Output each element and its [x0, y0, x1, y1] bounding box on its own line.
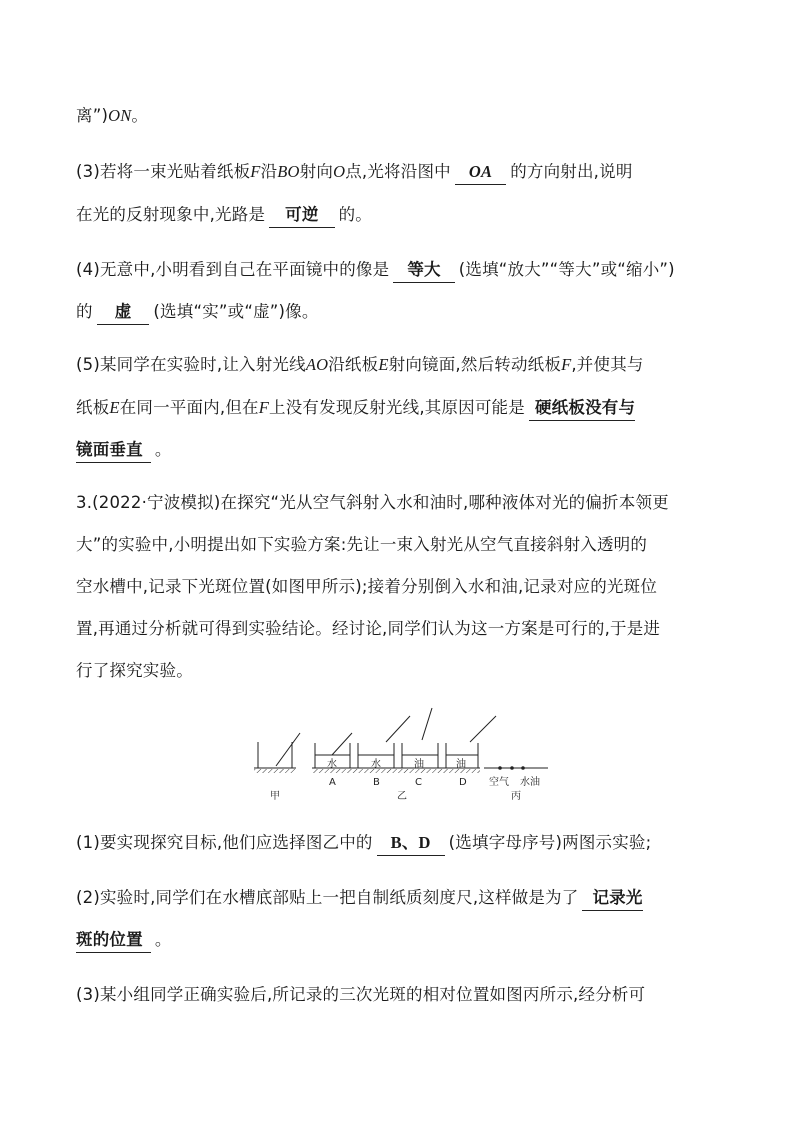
bing-dot: [510, 766, 514, 770]
symbol: F: [250, 162, 261, 181]
text-line-16: [76, 928, 172, 953]
jia-ray: [276, 733, 300, 766]
jia-base-hatch: [254, 769, 296, 773]
symbol: E: [109, 398, 120, 417]
caption-jia: 甲: [270, 791, 280, 802]
caption-bing: 丙: [511, 791, 521, 802]
caption-yi: 乙: [397, 791, 407, 802]
bing-dot: [521, 766, 525, 770]
text: 。: [131, 106, 149, 125]
text: 。: [154, 440, 172, 459]
tank-a-ray: [332, 733, 352, 755]
answer-blank: 硬纸板没有与: [529, 396, 635, 421]
text: 的: [76, 302, 93, 321]
answer-blank: B、D: [377, 831, 445, 856]
symbol: BO: [277, 162, 300, 181]
text: 上没有发现反射光线,其原因可能是: [269, 398, 525, 417]
text: 。: [154, 930, 172, 949]
bing-label-wateroil: 水油: [520, 777, 540, 788]
tank-d-ray: [470, 716, 496, 742]
text: 沿纸板: [328, 355, 379, 374]
yi-base-hatch: [312, 769, 480, 773]
text: (选填“实”或“虚”)像。: [153, 302, 319, 321]
answer-blank: 虚: [97, 300, 150, 325]
text: (3)若将一束光贴着纸板: [76, 162, 251, 181]
answer-blank: 等大: [393, 258, 454, 283]
bing-label-air: 空气: [489, 777, 509, 788]
answer-blank: 记录光: [582, 886, 642, 911]
text-line-11: 空水槽中,记录下光斑位置(如图甲所示);接着分别倒入水和油,记录对应的光斑位: [76, 577, 658, 596]
answer-blank: OA: [455, 160, 506, 185]
tank-label-c: 油: [414, 759, 424, 770]
symbol: AO: [305, 355, 329, 374]
text: (2)实验时,同学们在水槽底部贴上一把自制纸质刻度尺,这样做是为了: [76, 888, 579, 907]
symbol: O: [333, 162, 346, 181]
text: (选填字母序号)两图示实验;: [448, 833, 652, 852]
text-line-12: 置,再通过分析就可得到实验结论。经讨论,同学们认为这一方案是可行的,于是进: [76, 619, 661, 638]
text-line-15: [76, 886, 643, 911]
text: 射向: [299, 162, 334, 181]
text-line-13: 行了探究实验。: [76, 661, 193, 680]
symbol-on: ON: [108, 106, 132, 125]
answer-blank: 可逆: [269, 203, 334, 228]
text: 纸板: [76, 398, 110, 417]
answer-blank: 斑的位置: [76, 928, 151, 953]
tank-label-b: 水: [371, 759, 381, 770]
letter-b: B: [373, 777, 380, 788]
bing-dot: [498, 766, 502, 770]
text: 沿: [260, 162, 278, 181]
tank-label-d: 油: [456, 759, 466, 770]
symbol: F: [258, 398, 270, 417]
symbol: F: [561, 355, 572, 374]
text-line-17: (3)某小组同学正确实验后,所记录的三次光斑的相对位置如图丙所示,经分析可: [76, 985, 646, 1004]
text: 的方向射出,说明: [510, 162, 633, 181]
text: 在同一平面内,但在: [119, 398, 259, 417]
letter-d: D: [459, 777, 467, 788]
text: 射向镜面,然后转动纸板: [388, 355, 562, 374]
answer-blank: 镜面垂直: [76, 438, 151, 463]
text: ,并使其与: [571, 355, 644, 374]
letter-c: C: [415, 777, 422, 788]
text-line-10: 大”的实验中,小明提出如下实验方案:先让一束入射光从空气直接斜射入透明的: [76, 535, 648, 554]
text: (5)某同学在实验时,让入射光线: [76, 355, 306, 374]
text: 点,光将沿图中: [345, 162, 451, 181]
tank-label-a: 水: [327, 759, 337, 770]
tank-b-ray: [386, 716, 410, 742]
text: 离”): [76, 106, 109, 125]
text-line-14: [76, 831, 651, 856]
text: (1)要实现探究目标,他们应选择图乙中的: [76, 833, 373, 852]
letter-a: A: [329, 777, 336, 788]
tank-c-ray: [422, 708, 432, 740]
symbol: E: [378, 355, 389, 374]
text: (选填“放大”“等大”或“缩小”): [458, 260, 675, 279]
text: 在光的反射现象中,光路是: [76, 205, 266, 224]
text-line-9: 3.(2022·宁波模拟)在探究“光从空气斜射入水和油时,哪种液体对光的偏折本领更: [76, 493, 669, 512]
text: (4)无意中,小明看到自己在平面镜中的像是: [76, 260, 390, 279]
text: 的。: [338, 205, 372, 224]
